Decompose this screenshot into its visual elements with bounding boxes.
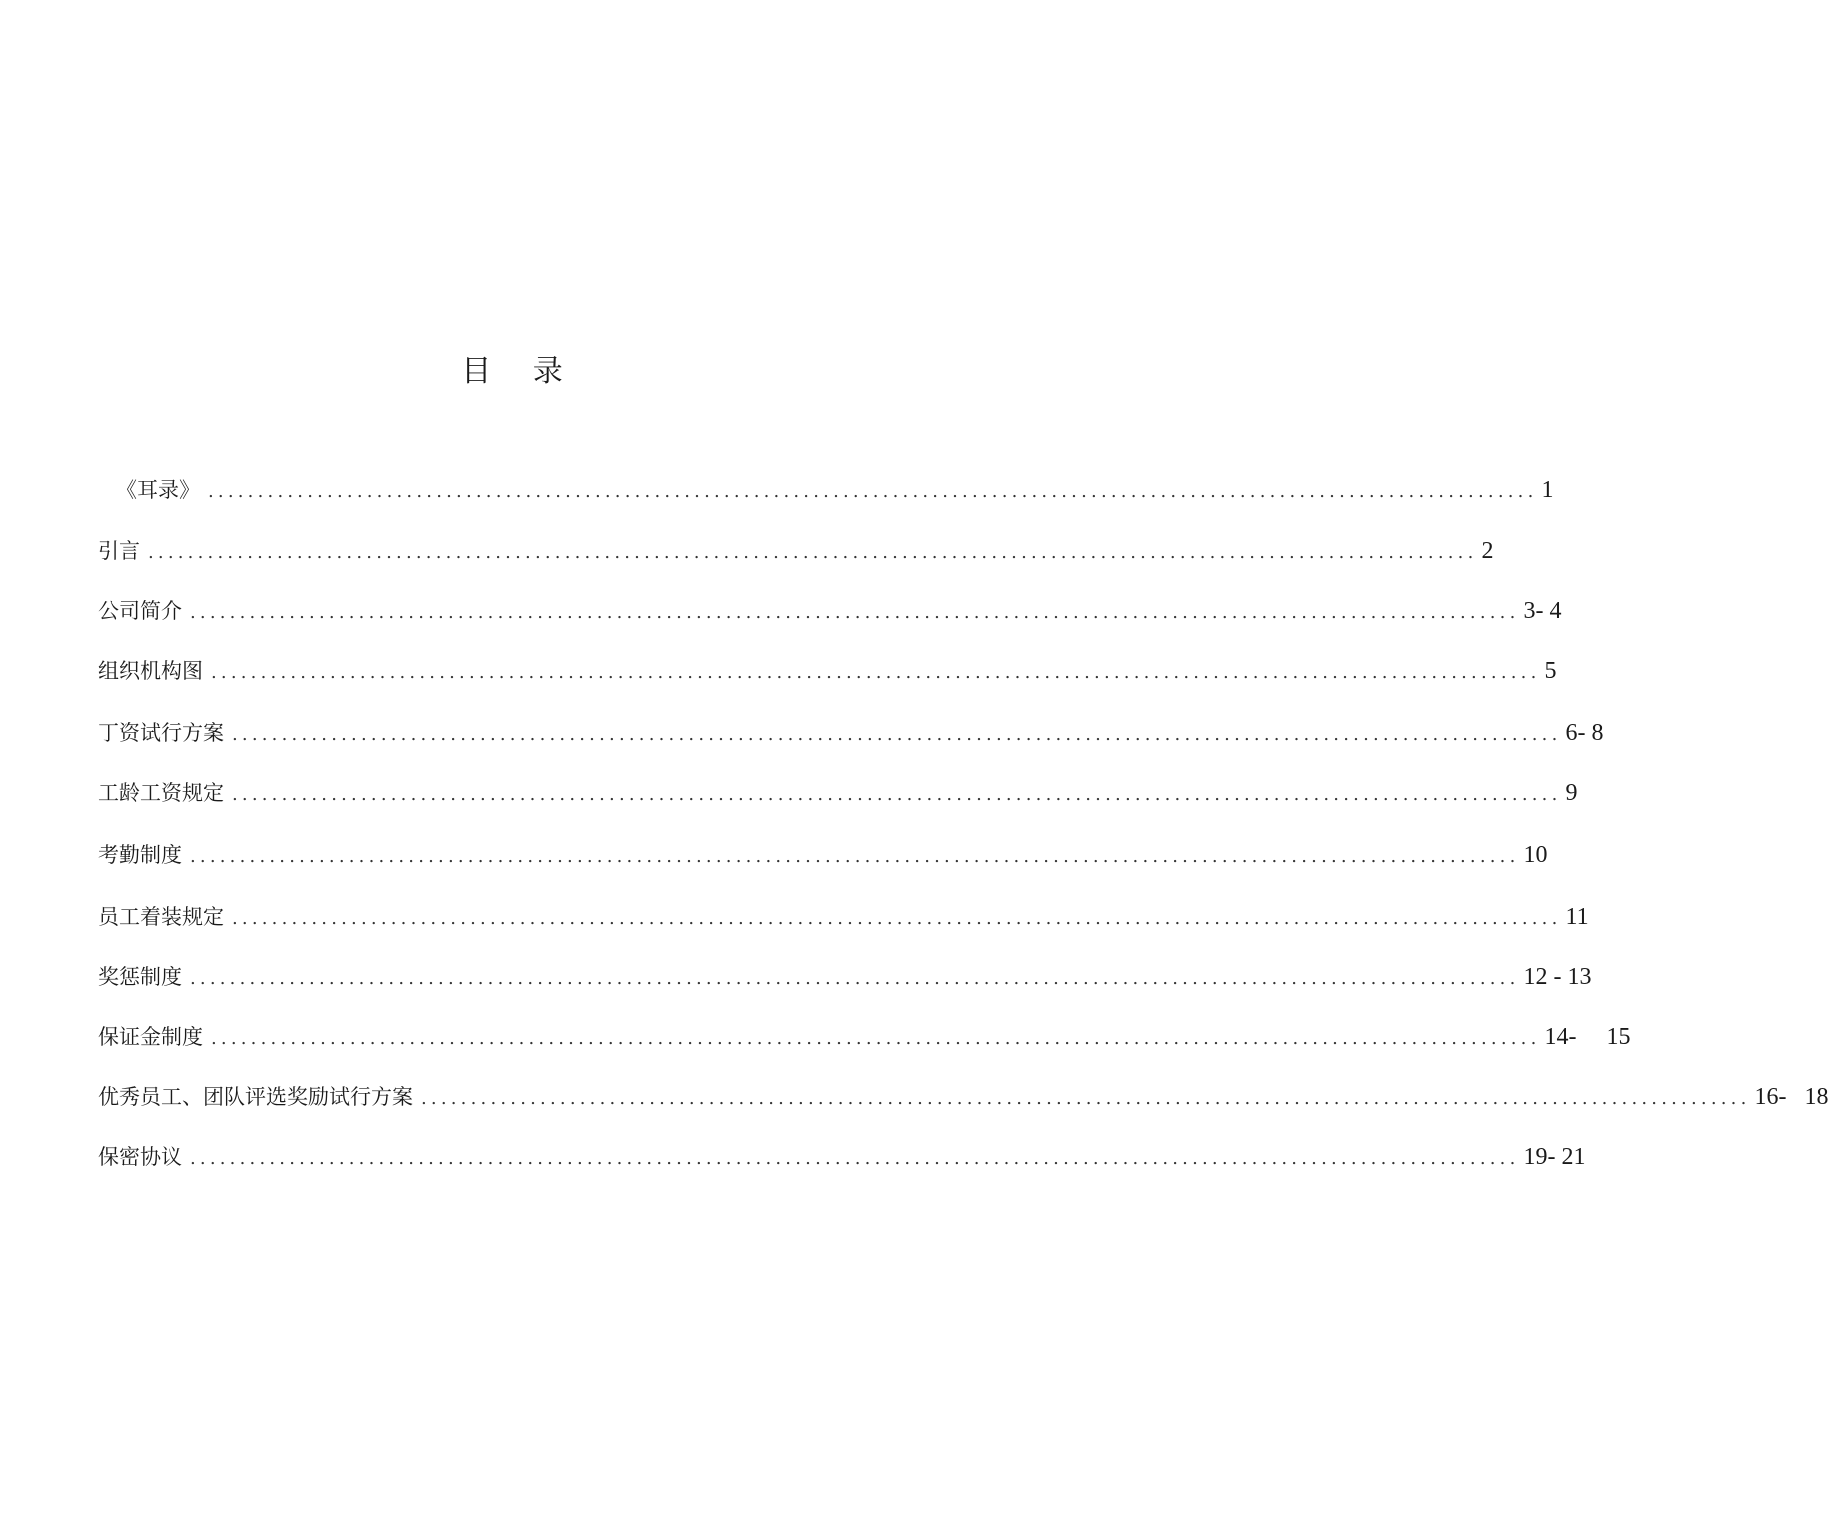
toc-entry-label: 丁资试行方案 [98, 721, 224, 745]
toc-entry-label: 考勤制度 [98, 843, 182, 867]
toc-dot-leader: ...................................................................................................................................... [232, 784, 1562, 805]
toc-entry-page: 12 - 13 [1523, 964, 1592, 990]
toc-entry [98, 839, 1548, 871]
toc-entry-page: 14- 15 [1544, 1024, 1631, 1050]
toc-entry-label: 公司简介 [98, 599, 182, 623]
toc-entry-page: 6- 8 [1565, 720, 1604, 746]
toc-dot-leader: ...................................................................................................................................... [211, 662, 1541, 683]
toc-entry-page: 16- 18 [1754, 1084, 1829, 1110]
toc-entry-label: 奖惩制度 [98, 965, 182, 989]
toc-entry-label: 组织机构图 [98, 659, 203, 683]
toc-dot-leader: ...................................................................................................................................... [148, 542, 1478, 563]
toc-entry-label: 保密协议 [98, 1145, 182, 1169]
toc-entry [116, 474, 1554, 506]
toc-entry [98, 595, 1562, 627]
toc-entry [98, 1021, 1631, 1053]
toc-entry [98, 1141, 1586, 1173]
toc-dot-leader: ...................................................................................................................................... [190, 1148, 1520, 1169]
toc-entry [98, 961, 1592, 993]
toc-entry-page: 19- 21 [1523, 1144, 1586, 1170]
toc-entry-page: 2 [1481, 538, 1494, 564]
toc-entry [98, 901, 1589, 933]
toc-entry-page: 9 [1565, 780, 1578, 806]
toc-entry [98, 655, 1557, 687]
toc-entry-label: 工龄工资规定 [98, 781, 224, 805]
toc-entry-page: 11 [1565, 904, 1589, 930]
toc-dot-leader: ...................................................................................................................................... [232, 908, 1562, 929]
toc-dot-leader: ...................................................................................................................................... [232, 724, 1562, 745]
toc-dot-leader: ...................................................................................................................................... [190, 846, 1520, 867]
toc-title: 目 录 [461, 354, 579, 389]
toc-dot-leader: ...................................................................................................................................... [211, 1028, 1541, 1049]
toc-entry-page: 3- 4 [1523, 598, 1562, 624]
toc-entry-page: 10 [1523, 842, 1548, 868]
toc-entry-label: 《耳录》 [116, 478, 200, 502]
toc-entry-page: 1 [1541, 477, 1554, 503]
toc-dot-leader: ...................................................................................................................................... [421, 1088, 1751, 1109]
toc-entry-label: 保证金制度 [98, 1025, 203, 1049]
toc-dot-leader: ...................................................................................................................................... [190, 602, 1520, 623]
toc-entry [98, 717, 1604, 749]
toc-entry [98, 777, 1578, 809]
toc-entry-label: 引言 [98, 539, 140, 563]
toc-entry-label: 员工着装规定 [98, 905, 224, 929]
toc-entry [98, 1081, 1829, 1113]
toc-dot-leader: ...................................................................................................................................... [190, 968, 1520, 989]
toc-entry-label: 优秀员工、团队评选奖励试行方案 [98, 1085, 413, 1109]
toc-entry-page: 5 [1544, 658, 1557, 684]
toc-dot-leader: ...................................................................................................................................... [208, 481, 1538, 502]
toc-entry [98, 535, 1494, 567]
